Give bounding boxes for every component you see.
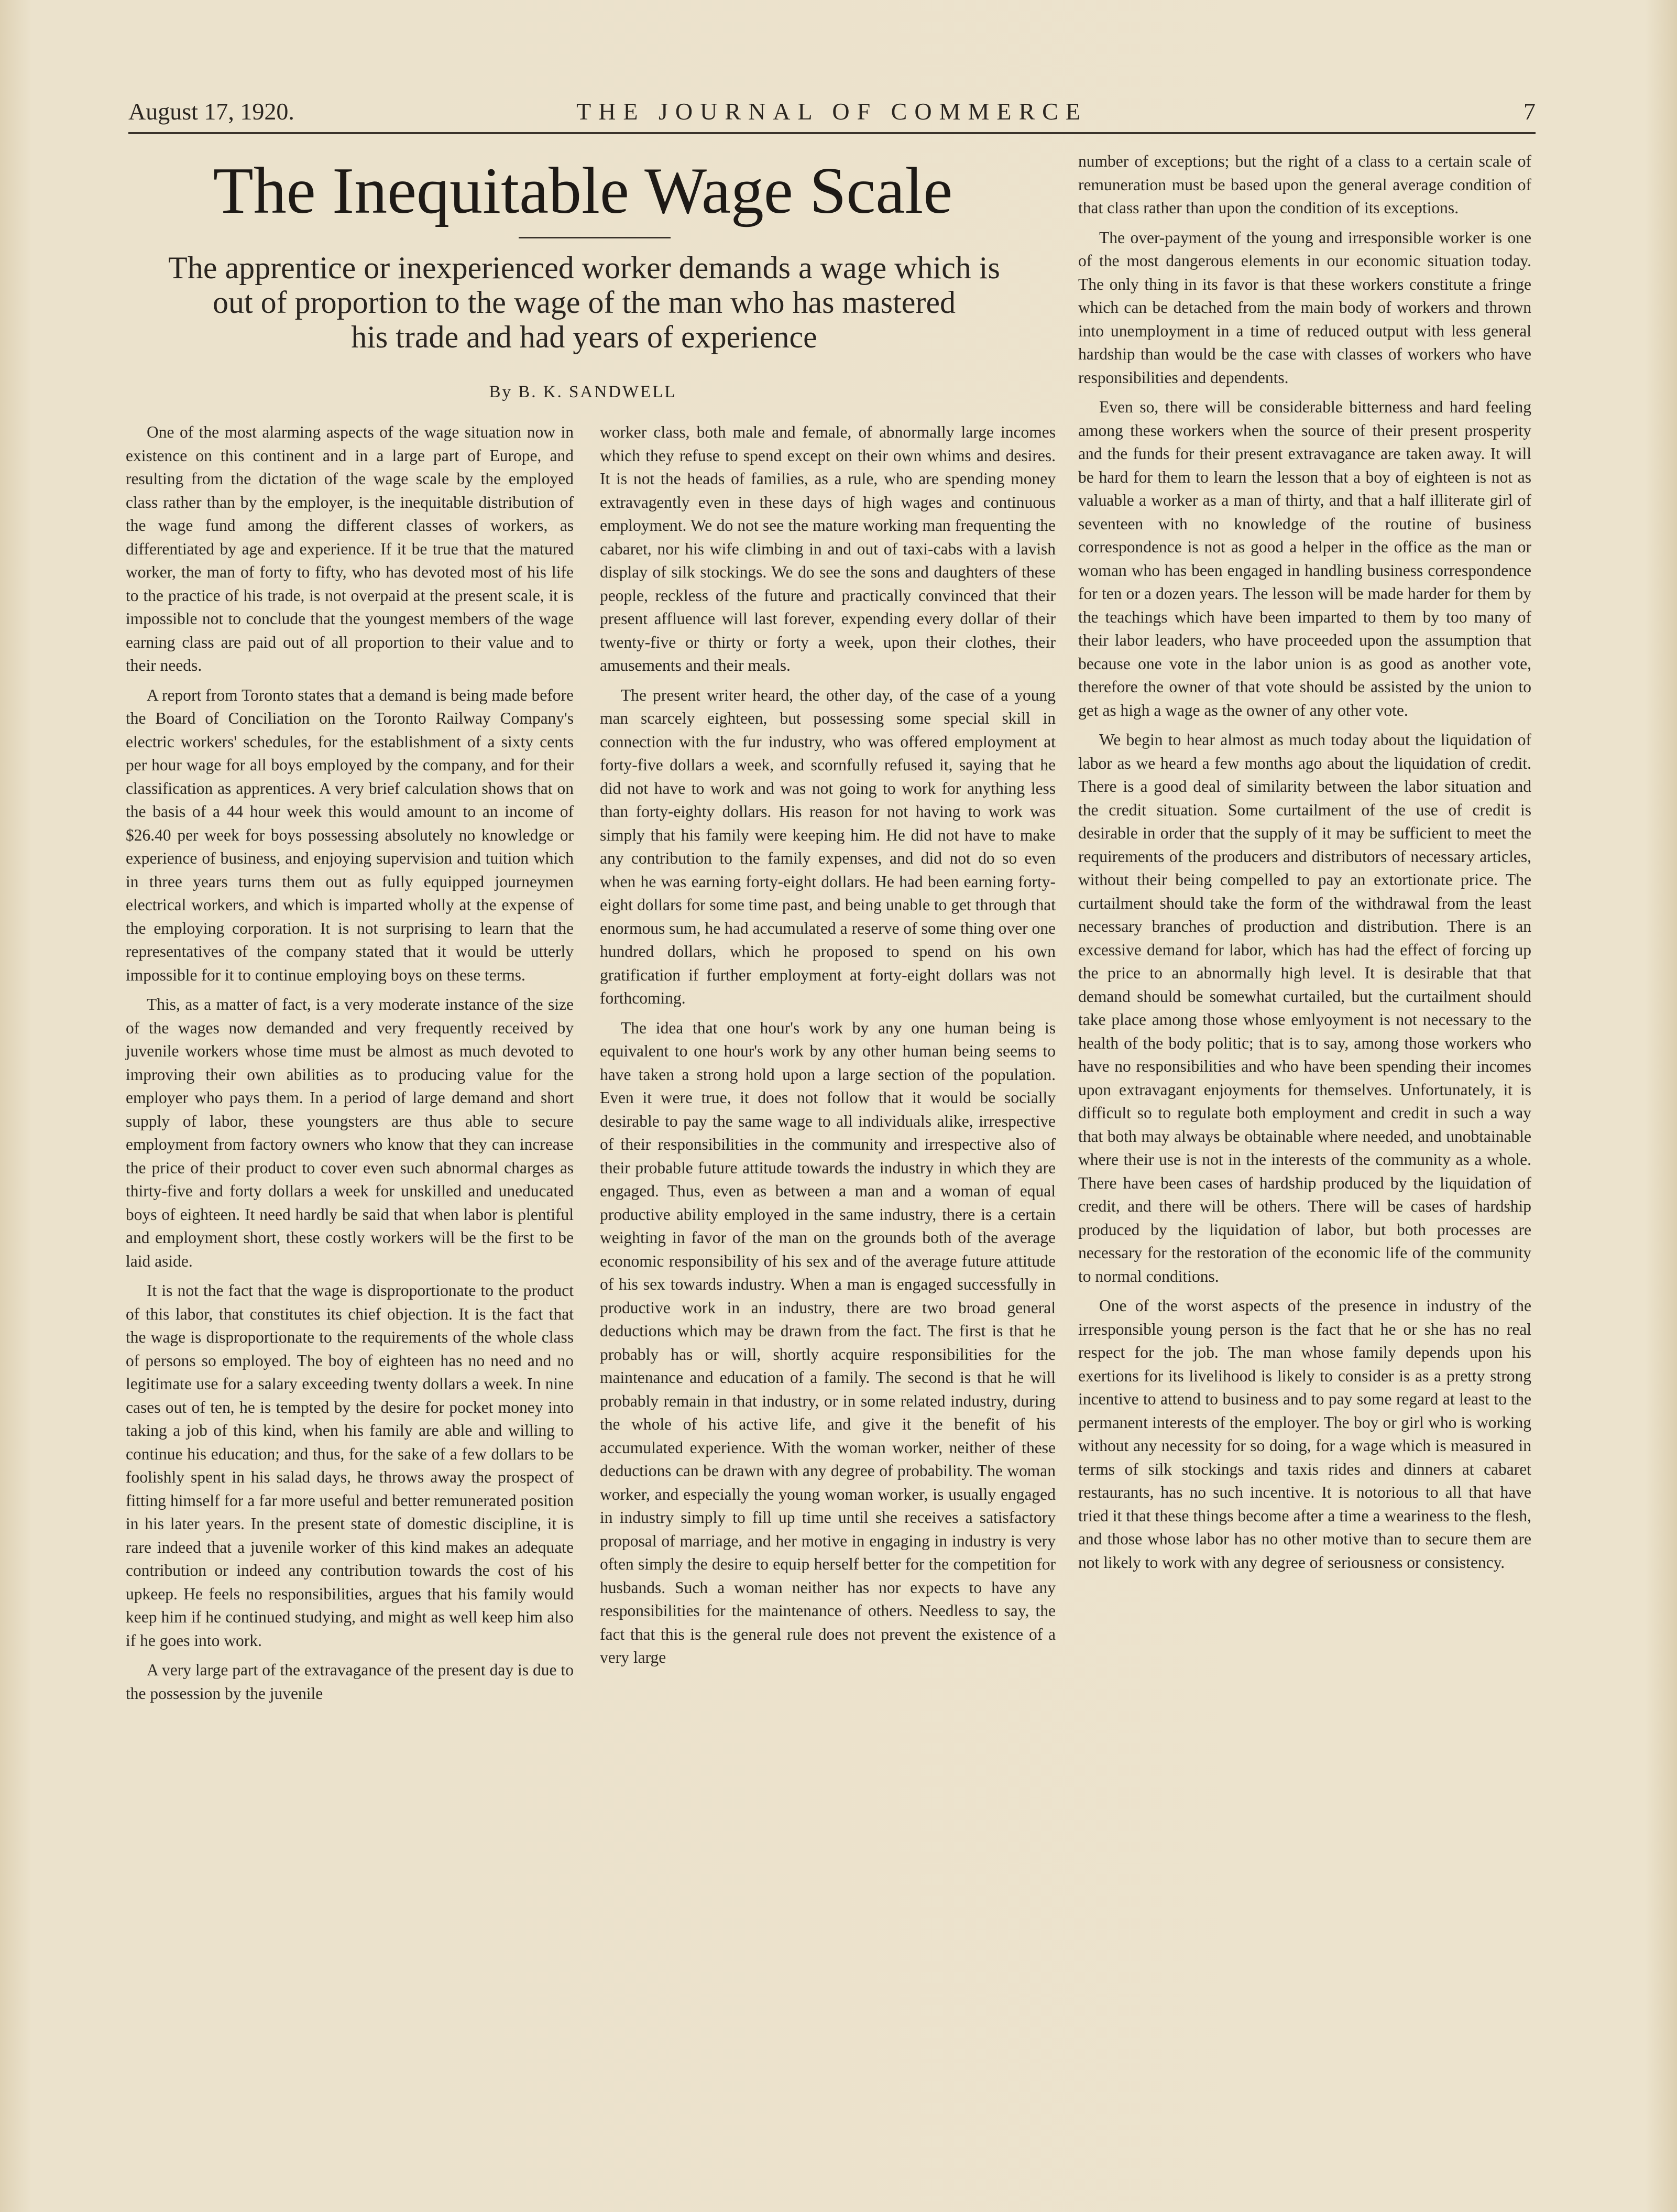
- paragraph: This, as a matter of fact, is a very moderate instance of the size of the wages now demanded and very frequently received by juvenile workers whose time must be almost as much devoted to improving their own abilities as to producing value for the employer who pays them. In a period of large demand and short supply of labor, these youngsters are thus able to secure employment from factory owners who know that they can increase the price of their product to cover even such abnormal charges as thirty-five and forty dollars a week for unskilled and uneducated boys of eighteen. It need hardly be said that when labor is plentiful and employment short, these costly workers will be the first to be laid aside.: [126, 995, 574, 1270]
- paragraph: A report from Toronto states that a demand is being made before the Board of Conciliation on the Toronto Railway Company's electric workers' schedules, for the establishment of a sixty cents per hour wage for all boys employed by the company, and for their classification as apprentices. A very brief calculation shows that on the basis of a 44 hour week this would amount to an income of $26.40 per week for boys possessing absolutely no knowledge or experience of business, and enjoying supervision and tuition which in three years turns them out as fully equipped journeymen electrical workers, and which is imparted wholly at the expense of the employing corporation. It is not surprising to learn that the representatives of the company stated that it would be utterly impossible for it to continue employing boys on these terms.: [126, 685, 574, 984]
- paragraph: number of exceptions; but the right of a class to a certain scale of remuneration must be based upon the general average condition of that class rather than upon the condition of its exceptions.: [1078, 152, 1531, 217]
- running-head: [128, 95, 1536, 134]
- paragraph: One of the most alarming aspects of the wage situation now in existence on this continent and in a large part of Europe, and resulting from the dictation of the wage scale by the employed class rather than by the employer, is the inequitable distribution of the wage fund among the different classes of workers, as differentiated by age and experience. If it be true that the matured worker, the man of forty to fifty, who has devoted most of his life to the practice of his trade, is not overpaid at the present scale, it is impossible not to conclude that the youngest members of the wage earning class are paid out of all proportion to their value and to their needs.: [126, 423, 574, 674]
- article-column-1: [126, 421, 574, 1712]
- paragraph: The over-payment of the young and irresponsible worker is one of the most dangerous elements in our economic situation today. The only thing in its favor is that these workers constitute a fringe which can be detached from the main body of workers and thrown into unemployment in a time of reduced output with less general hardship than would be the case with classes of workers who have responsibilities and dependents.: [1078, 228, 1531, 387]
- journal-name: THE JOURNAL OF COMMERCE: [576, 98, 1088, 125]
- article-column-2: [600, 421, 1056, 1676]
- subtitle-line: The apprentice or inexperienced worker demands a wage which is: [168, 250, 1000, 285]
- paragraph: A very large part of the extravagance of the present day is due to the possession by the juvenile: [126, 1661, 574, 1703]
- paragraph: The idea that one hour's work by any one human being is equivalent to one hour's work by any other human being seems to have taken a strong hold upon a large section of the population. Even it were true, it does not follow that it would be socially desirable to pay the same wage to all individuals alike, irrespective of their responsibilities in the community and irrespective also of their probable future attitude towards the industry in which they are engaged. Thus, even as between a man and a woman of equal productive ability employed in the same industry, there is a certain weighting in favor of the man on the grounds both of the average economic responsibility of his sex and of the average future attitude of his sex towards industry. When a man is engaged successfully in productive work in an industry, there are two broad general deductions which may be drawn from the fact. The first is that he probably has or will, shortly acquire responsibilities for the maintenance and education of a family. The second is that he will probably remain in that industry, or in some related industry, during the whole of his active life, and give it the benefit of his accumulated experience. With the woman worker, neither of these deductions can be drawn with any degree of probability. The woman worker, and especially the young woman worker, is usually engaged in industry simply to fill up time until she receives a satisfactory proposal of marriage, and her motive in engaging in industry is very often simply the desire to equip herself better for the competition for husbands. Such a woman neither has nor expects to have any responsibilities for the maintenance of others. Needless to say, the fact that this is the general rule does not prevent the existence of a very large: [600, 1018, 1056, 1666]
- issue-date: August 17, 1920.: [128, 98, 294, 125]
- paragraph: One of the worst aspects of the presence in industry of the irresponsible young person is the fact that he or she has no real respect for the job. The man whose family depends upon his exertions for its livelihood is likely to consider is as a pretty strong incentive to attend to business and to pay some regard at least to the permanent interests of the employer. The boy or girl who is working without any necessity for so doing, for a wage which is measured in terms of silk stockings and taxis rides and dinners at cabaret restaurants, has no such incentive. It is notorious to all that have tried it that these things become after a time a weariness to the flesh, and those whose labor has no other motive than to secure them are not likely to work with any degree of seriousness or consistency.: [1078, 1296, 1531, 1572]
- paragraph: worker class, both male and female, of abnormally large incomes which they refuse to spend except on their own whims and desires. It is not the heads of families, as a rule, who are spending money extravagently even in these days of high wages and continuous employment. We do not see the mature working man frequenting the cabaret, nor his wife climbing in and out of taxi-cabs with a lavish display of silk stockings. We do see the sons and daughters of these people, reckless of the future and practically convinced that their present affluence will last forever, expending every dollar of their twenty-five or thirty or forty a week, upon their clothes, their amusements and their meals.: [600, 423, 1056, 674]
- page-number: 7: [1523, 98, 1536, 125]
- article-column-3: [1078, 150, 1531, 1581]
- subtitle-line: out of proportion to the wage of the man who has mastered: [213, 285, 956, 320]
- subtitle-line: his trade and had years of experience: [351, 320, 817, 354]
- paragraph: Even so, there will be considerable bitterness and hard feeling among these workers when the source of their present prosperity and the funds for their present extravagance are taken away. It will be hard for them to learn the lesson that a boy of eighteen is not as valuable a worker as a man of thirty, and that a half illiterate girl of seventeen with no knowledge of the routine of business correspondence is not as good a helper in the office as the man or woman who has been engaged in handling business correspondence for ten or a dozen years. The lesson will be made harder for them by the teachings which have been imparted to them by too many of their labor leaders, who have proceeded upon the assumption that because one vote in the labor union is as good as another vote, therefore the owner of that vote should be assisted by the union to get as high a wage as the owner of any other vote.: [1078, 398, 1531, 720]
- paragraph: The present writer heard, the other day, of the case of a young man scarcely eighteen, but possessing some special skill in connection with the fur industry, who was offered employment at forty-five dollars a week, and scornfully refused it, saying that he did not have to work and was not going to work for anything less than forty-eighty dollars. His reason for not having to work was simply that his family were keeping him. He did not have to make any contribution to the family expenses, and did not do so even when he was earning forty-eight dollars. He had been earning forty-eight dollars for some time past, and being unable to get through that enormous sum, he had accumulated a reserve of some thing over one hundred dollars, which he proposed to spend on his own gratification if further employment at forty-eight dollars was not forthcoming.: [600, 685, 1056, 1007]
- title-divider: [519, 237, 671, 238]
- article-subtitle: [115, 250, 1053, 354]
- byline: By B. K. SANDWELL: [489, 383, 677, 401]
- paragraph: We begin to hear almost as much today about the liquidation of labor as we heard a few months ago about the liquidation of credit. There is a good deal of similarity between the labor situation and the credit situation. Some curtailment of the use of credit is desirable in order that the supply of it may be sufficient to meet the requirements of the producers and distributors of necessary articles, without their being compelled to pay an extortionate price. The curtailment should take the form of the withdrawal from the least necessary branches of production and distribution. There is an excessive demand for labor, which has had the effect of forcing up the price to an abnormally high level. It is desirable that that demand should be somewhat curtailed, but the curtailment should take place among those whose emlyoyment is not necessary to the health of the body politic; that is to say, among those workers who have no responsibilities and who have been spending their incomes upon extravagant enjoyments for themselves. Unfortunately, it is difficult so to regulate both employment and credit in such a way that both may always be obtainable where needed, and unobtainable where their use is not in the interests of the community as a whole. There have been cases of hardship produced by the liquidation of credit, and there will be others. There will be cases of hardship produced by the liquidation of labor, but both processes are necessary for the restoration of the economic life of the community to normal conditions.: [1078, 731, 1531, 1285]
- paragraph: It is not the fact that the wage is disproportionate to the product of this labor, that constitutes its chief objection. It is the fact that the wage is disproportionate to the requirements of the whole class of persons so employed. The boy of eighteen has no need and no legitimate use for a salary exceeding twenty dollars a week. In nine cases out of ten, he is tempted by the desire for pocket money into taking a job of this kind, when his family are able and willing to continue his education; and thus, for the sake of a few dollars to be foolishly spent in his salad days, he throws away the prospect of fitting himself for a far more useful and better remunerated position in his later years. In the present state of domestic discipline, it is rare indeed that a juvenile worker of this kind makes an adequate contribution or indeed any contribution towards the cost of his upkeep. He feels no responsibilities, argues that his family would keep him if he continued studying, and might as well keep him also if he goes into work.: [126, 1281, 574, 1650]
- article-title: The Inequitable Wage Scale: [213, 155, 953, 227]
